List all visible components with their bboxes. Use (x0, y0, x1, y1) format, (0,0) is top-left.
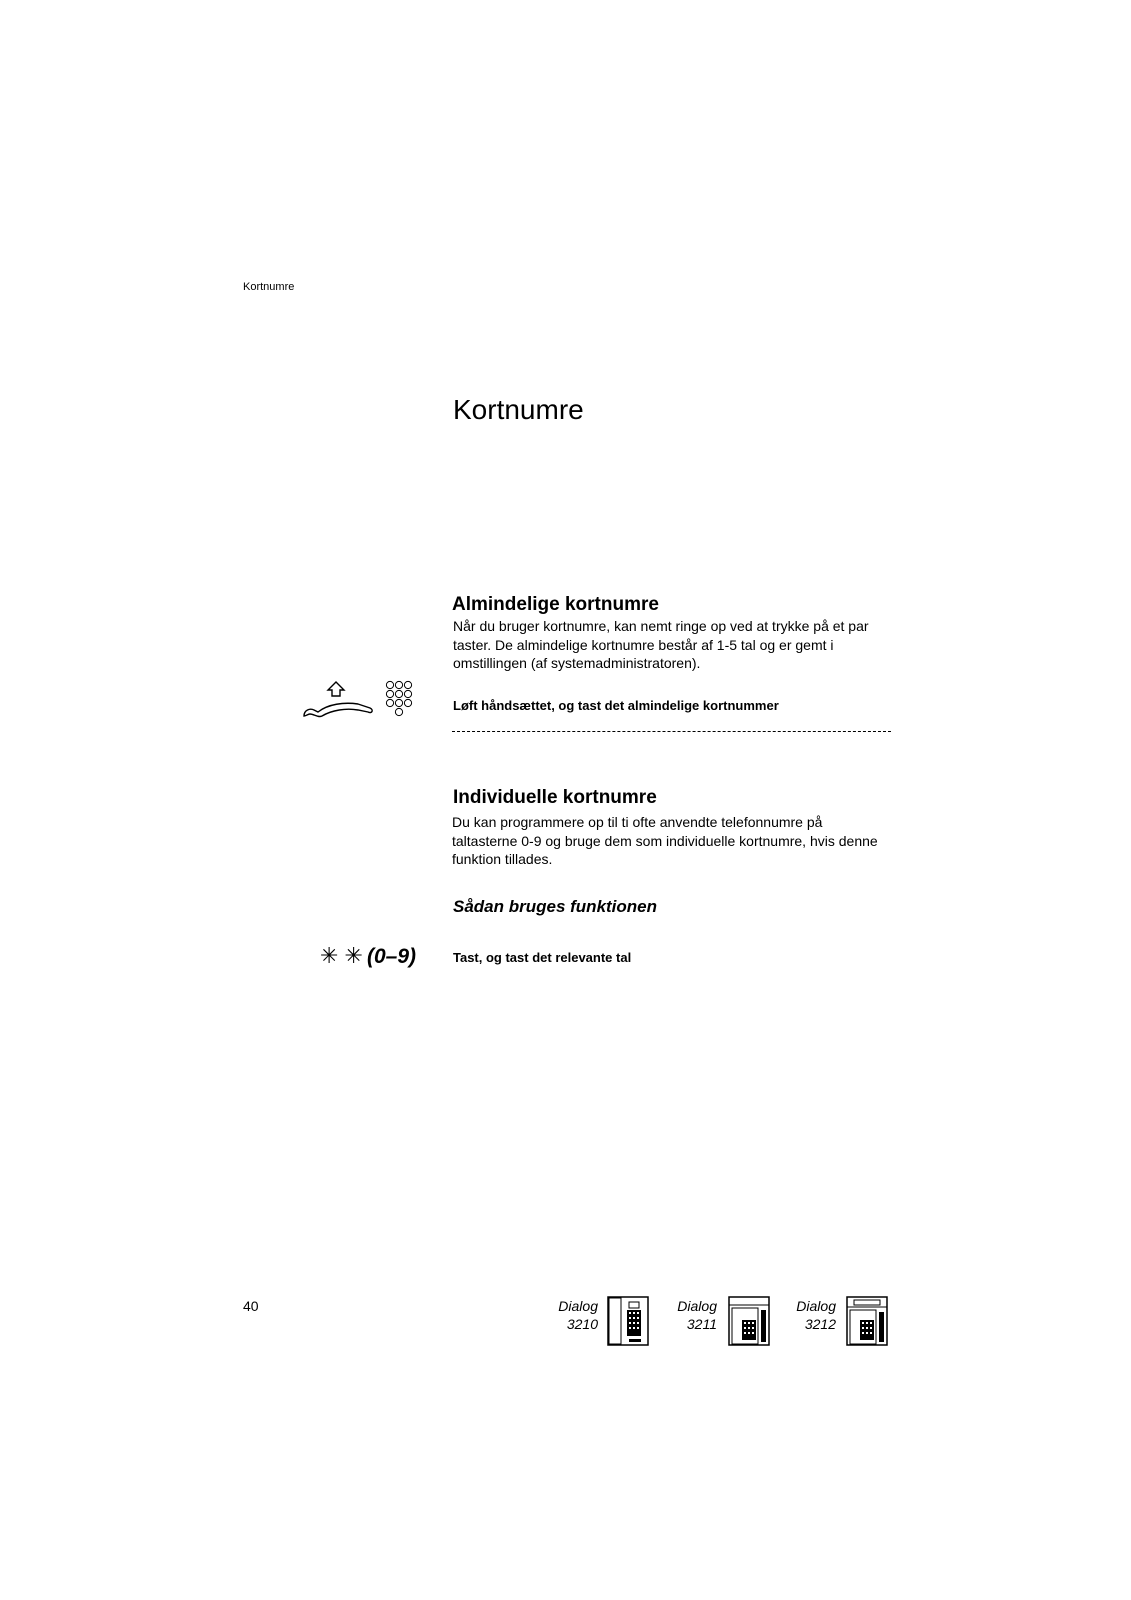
instruction-lift-handset: Løft håndsættet, og tast det almindelige kortnummer (453, 698, 779, 713)
instruction-dial-digit: Tast, og tast det relevante tal (453, 950, 632, 965)
subheading-usage: Sådan bruges funktionen (453, 897, 658, 916)
section-text-individuelle (452, 813, 902, 869)
model-number: 3211 (686, 1316, 717, 1332)
text-line: taster. De almindelige kortnumre består af 1-5 tal og er gemt i (453, 636, 834, 653)
key-sequence (320, 943, 416, 969)
model-label-3212 (778, 1297, 836, 1333)
keypad-icon (384, 680, 420, 722)
running-header: Kortnumre (243, 281, 295, 293)
model-name: Dialog (796, 1298, 836, 1314)
section-heading-almindelige: Almindelige kortnumre (452, 594, 659, 615)
phone-3211-icon (728, 1296, 772, 1348)
lift-handset-icon (300, 680, 376, 720)
section-text-almindelige (453, 617, 903, 673)
section-divider (452, 731, 891, 732)
text-line: omstillingen (af systemadministratoren). (453, 655, 701, 671)
text-line: Du kan programmere op til ti ofte anvendte telefonnumre på (452, 814, 823, 830)
text-line: funktion tillades. (452, 851, 553, 867)
page-title: Kortnumre (453, 394, 584, 425)
star-key-icon: ✳ ✳ (319, 943, 363, 968)
text-line: taltasterne 0-9 og bruge dem som individuelle kortnumre, hvis denne (452, 832, 878, 849)
phone-3212-icon (846, 1296, 890, 1348)
page-number: 40 (243, 1298, 259, 1314)
model-number: 3212 (804, 1316, 836, 1332)
digit-range: (0–9) (366, 945, 416, 968)
model-label-3211 (659, 1297, 717, 1333)
text-line: Når du bruger kortnumre, kan nemt ringe op ved at trykke på et par (453, 618, 869, 634)
model-name: Dialog (558, 1298, 598, 1314)
model-name: Dialog (677, 1298, 717, 1314)
section-heading-individuelle: Individuelle kortnumre (453, 787, 657, 808)
phone-3210-icon (607, 1296, 651, 1348)
model-number: 3210 (566, 1316, 598, 1332)
model-label-3210 (540, 1297, 598, 1333)
